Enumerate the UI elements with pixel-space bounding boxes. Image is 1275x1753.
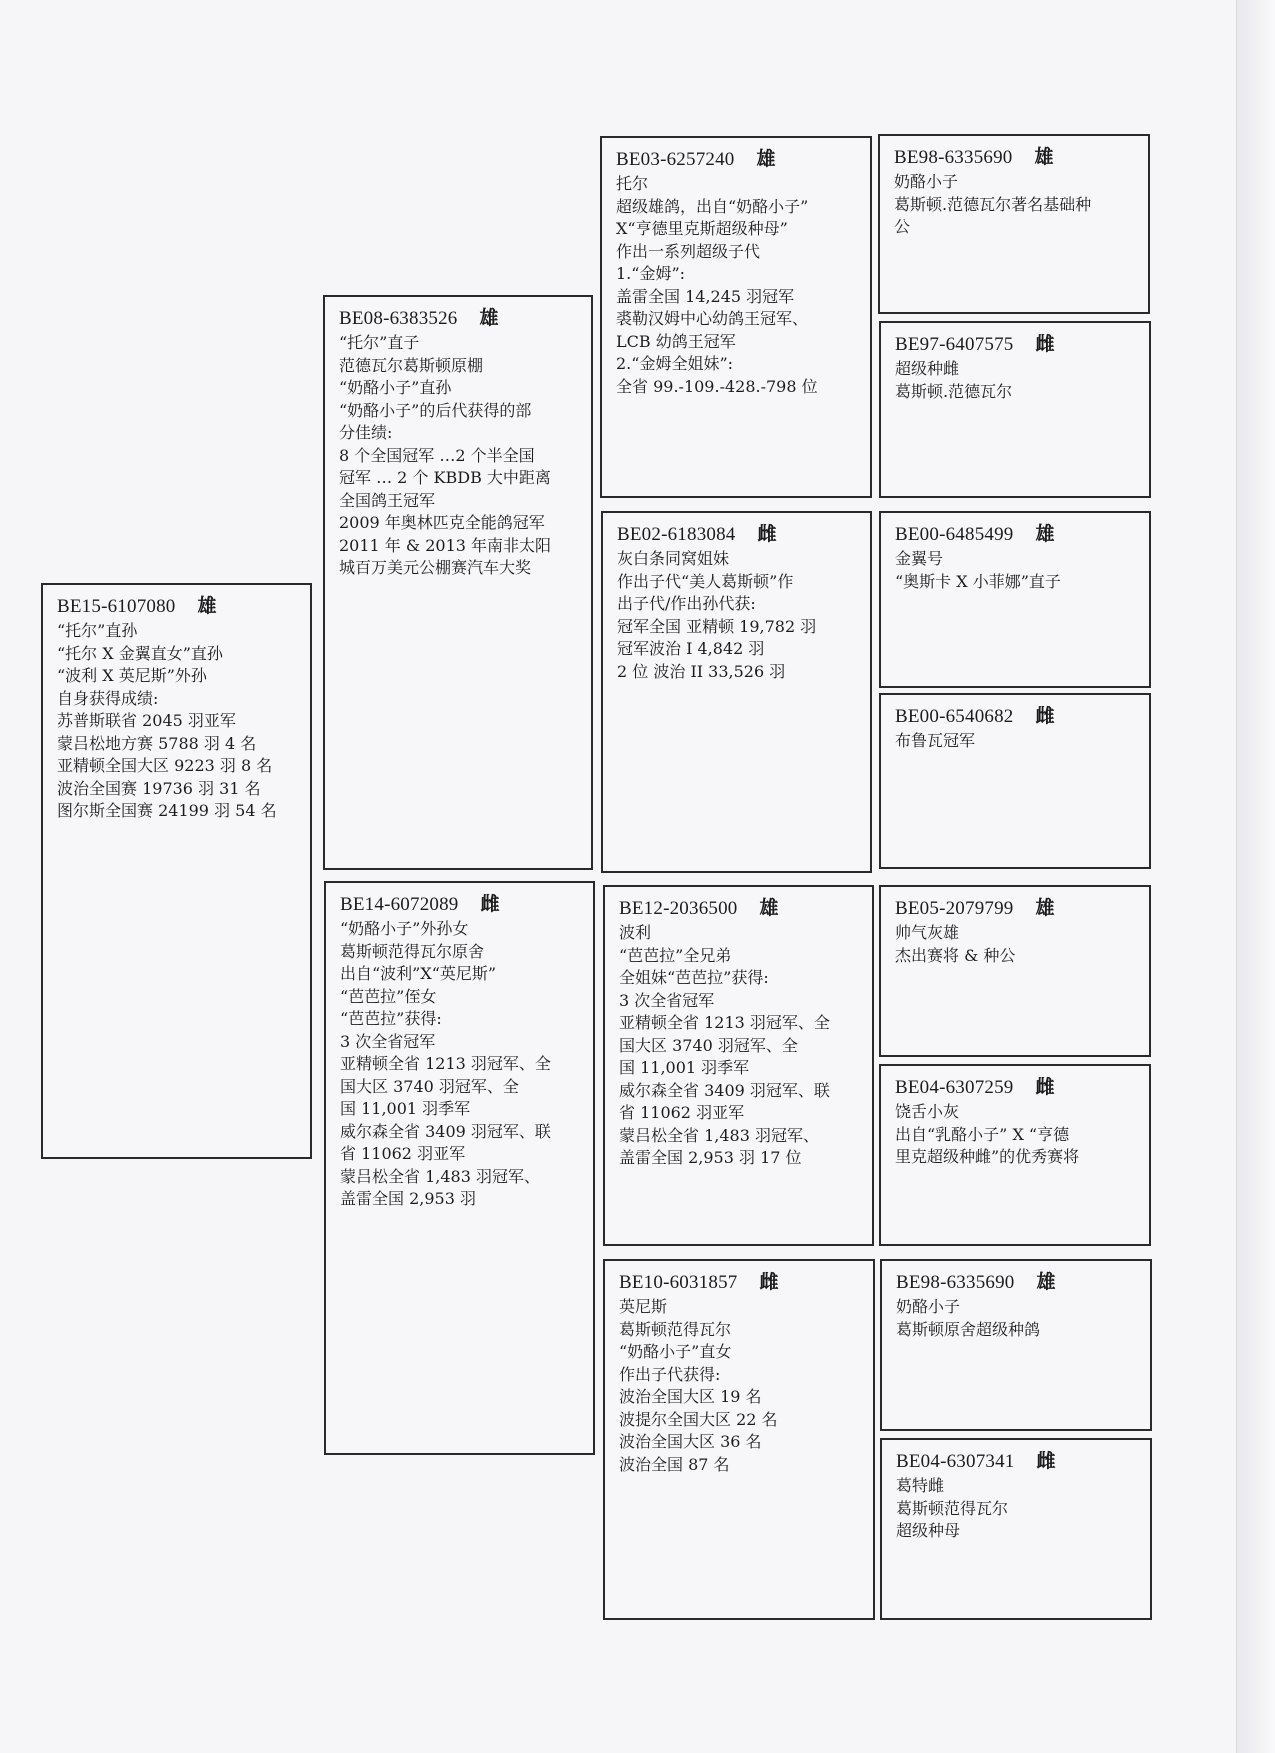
info-line: 公 [894, 217, 911, 236]
info-line: 国 11,001 羽季军 [340, 1099, 471, 1118]
card-header [895, 523, 1137, 547]
info-line: 波治全国大区 19 名 [619, 1387, 762, 1406]
info-line: 盖雷全国 2,953 羽 [340, 1189, 476, 1208]
info-line: 灰白条同窝姐妹 [617, 549, 730, 568]
info-line: 葛斯顿原舍超级种鸽 [896, 1319, 1041, 1339]
info-line: 3 次全省冠军 [619, 990, 715, 1010]
sex-label: 雄 [756, 149, 776, 170]
card-header [895, 897, 1137, 921]
pigeon-card-ggp-2 [879, 321, 1151, 498]
info-line: 全省 99.-109.-428.-798 位 [616, 376, 818, 396]
info-line: 波治全国 87 名 [619, 1454, 730, 1474]
info-line: 葛斯顿范得瓦尔原舍 [340, 941, 485, 961]
ring-number: BE03-6257240 [616, 149, 735, 170]
info-line: 金翼号 [895, 549, 944, 568]
ring-number: BE00-6485499 [895, 524, 1014, 545]
info-line: 冠军波治 I 4,842 羽 [617, 639, 765, 658]
ring-number: BE97-6407575 [895, 334, 1014, 355]
info-line: 作出子代“美人葛斯顿”作 [617, 571, 794, 591]
ring-number: BE98-6335690 [894, 147, 1013, 168]
info-line: 图尔斯全国赛 24199 羽 54 名 [57, 801, 277, 820]
pigeon-card-ggp-6 [879, 1064, 1151, 1246]
pigeon-card-dam-dam [603, 1259, 875, 1620]
ring-number: BE05-2079799 [895, 898, 1014, 919]
info-line: 国大区 3740 羽冠军、全 [340, 1076, 519, 1096]
info-line: LCB 幼鸽王冠军 [616, 331, 736, 351]
info-line: 冠军全国 亚精顿 19,782 羽 [617, 616, 817, 636]
info-line: “芭芭拉”全兄弟 [619, 945, 732, 965]
info-line: “奶酪小子”直孙 [339, 378, 452, 397]
info-line: “芭芭拉”获得: [340, 1009, 442, 1028]
card-header [896, 1271, 1138, 1295]
ring-number: BE15-6107080 [57, 596, 176, 617]
pigeon-card-subject [41, 583, 312, 1159]
info-line: 托尔 [616, 174, 649, 193]
info-line: 省 11062 羽亚军 [340, 1144, 466, 1163]
info-line: 出自“乳酪小子” X “亨德 [895, 1124, 1070, 1144]
info-line: 2 位 波治 II 33,526 羽 [617, 661, 786, 681]
info-line: 1.“金姆”: [616, 264, 686, 283]
info-line: 波治全国大区 36 名 [619, 1432, 762, 1451]
pigeon-card-ggp-3 [879, 511, 1151, 688]
sex-label: 雌 [759, 1272, 779, 1293]
sex-label: 雄 [1035, 524, 1055, 545]
info-line: 威尔森全省 3409 羽冠军、联 [619, 1080, 830, 1100]
sex-label: 雄 [759, 898, 779, 919]
info-line: 葛斯顿范得瓦尔 [896, 1498, 1009, 1518]
info-line: 波利 [619, 923, 652, 942]
info-line: X“亨德里克斯超级种母” [616, 219, 788, 238]
info-line: 葛斯顿.范德瓦尔著名基础种 [894, 194, 1092, 214]
info-line: 自身获得成绩: [57, 688, 159, 708]
ring-number: BE10-6031857 [619, 1272, 738, 1293]
info-line: 作出子代获得: [619, 1364, 721, 1384]
info-line: 亚精顿全省 1213 羽冠军、全 [619, 1013, 830, 1032]
sex-label: 雌 [1036, 1451, 1056, 1472]
info-line: 饶舌小灰 [895, 1102, 960, 1121]
info-line: “托尔 X 金翼直女”直孙 [57, 643, 223, 663]
info-line: “奶酪小子”外孙女 [340, 919, 469, 938]
info-line: 出子代/作出孙代获: [617, 594, 756, 613]
card-header [339, 307, 579, 331]
sex-label: 雌 [1035, 1077, 1055, 1098]
sex-label: 雌 [1035, 334, 1055, 355]
card-header [619, 1271, 861, 1295]
info-line: 全姐妹“芭芭拉”获得: [619, 968, 769, 987]
info-line: 2011 年 & 2013 年南非太阳 [339, 535, 552, 555]
pigeon-card-ggp-4 [879, 693, 1151, 869]
sex-label: 雄 [1036, 1272, 1056, 1293]
info-line: “奶酪小子”直女 [619, 1342, 732, 1361]
pigeon-card-ggp-7 [880, 1259, 1152, 1431]
card-header [617, 523, 858, 547]
info-line: 波提尔全国大区 22 名 [619, 1409, 778, 1429]
info-line: 杰出赛将 & 种公 [895, 945, 1016, 965]
sex-label: 雄 [1034, 147, 1054, 168]
sex-label: 雄 [197, 596, 217, 617]
info-line: 里克超级种雌”的优秀赛将 [895, 1147, 1080, 1166]
card-header [895, 1076, 1137, 1100]
info-line: 亚精顿全省 1213 羽冠军、全 [340, 1054, 551, 1073]
info-line: 波治全国赛 19736 羽 31 名 [57, 778, 261, 798]
ring-number: BE00-6540682 [895, 706, 1014, 727]
card-header [895, 333, 1137, 357]
pigeon-card-ggp-5 [879, 885, 1151, 1057]
card-header [894, 146, 1136, 170]
sex-label: 雌 [757, 524, 777, 545]
sex-label: 雄 [1035, 898, 1055, 919]
info-line: 威尔森全省 3409 羽冠军、联 [340, 1121, 551, 1141]
info-line: 3 次全省冠军 [340, 1031, 436, 1051]
sex-label: 雌 [480, 894, 500, 915]
info-line: “托尔”直孙 [57, 621, 138, 640]
info-line: 国大区 3740 羽冠军、全 [619, 1035, 798, 1055]
ring-number: BE02-6183084 [617, 524, 736, 545]
info-line: 蒙吕松地方赛 5788 羽 4 名 [57, 733, 257, 753]
info-line: 超级种雌 [895, 359, 960, 378]
info-line: 葛特雌 [896, 1476, 945, 1495]
sex-label: 雌 [1035, 706, 1055, 727]
sex-label: 雄 [479, 308, 499, 329]
pigeon-card-dam-sire [603, 885, 874, 1246]
info-line: 省 11062 羽亚军 [619, 1103, 745, 1122]
pigeon-card-sire [323, 295, 593, 870]
info-line: 蒙吕松全省 1,483 羽冠军、 [340, 1166, 540, 1186]
ring-number: BE04-6307341 [896, 1451, 1015, 1472]
info-line: 国 11,001 羽季军 [619, 1058, 750, 1077]
info-line: 全国鸽王冠军 [339, 490, 436, 510]
card-header [57, 595, 298, 619]
ring-number: BE04-6307259 [895, 1077, 1014, 1098]
info-line: “奥斯卡 X 小菲娜”直子 [895, 571, 1061, 591]
info-line: 葛斯顿范得瓦尔 [619, 1319, 732, 1339]
pigeon-card-dam [324, 881, 595, 1455]
info-line: 盖雷全国 2,953 羽 17 位 [619, 1148, 802, 1167]
info-line: 奶酪小子 [894, 172, 959, 191]
card-header [895, 705, 1137, 729]
pigeon-card-ggp-1 [878, 134, 1150, 314]
info-line: “奶酪小子”的后代获得的部 [339, 400, 532, 420]
card-header [616, 148, 858, 172]
info-line: 英尼斯 [619, 1297, 668, 1316]
info-line: 亚精顿全国大区 9223 羽 8 名 [57, 756, 273, 775]
info-line: 奶酪小子 [896, 1297, 961, 1316]
info-line: 超级雄鸽，出自“奶酪小子” [616, 196, 809, 216]
info-line: 城百万美元公棚赛汽车大奖 [339, 558, 532, 577]
info-line: “托尔”直子 [339, 333, 420, 352]
ring-number: BE98-6335690 [896, 1272, 1015, 1293]
ring-number: BE14-6072089 [340, 894, 459, 915]
info-line: 8 个全国冠军 …2 个半全国 [339, 445, 535, 465]
info-line: “芭芭拉”侄女 [340, 986, 437, 1006]
info-line: 2.“金姆全姐妹”: [616, 354, 734, 373]
info-line: 裘勒汉姆中心幼鸽王冠军、 [616, 309, 809, 328]
info-line: 布鲁瓦冠军 [895, 731, 976, 750]
info-line: 蒙吕松全省 1,483 羽冠军、 [619, 1125, 819, 1145]
ring-number: BE08-6383526 [339, 308, 458, 329]
ring-number: BE12-2036500 [619, 898, 738, 919]
info-line: 作出一系列超级子代 [616, 241, 761, 261]
pigeon-card-ggp-8 [880, 1438, 1152, 1620]
pigeon-card-sire-sire [600, 136, 872, 498]
page-edge [1236, 0, 1275, 1753]
card-header [619, 897, 860, 921]
pigeon-card-sire-dam [601, 511, 872, 873]
info-line: 帅气灰雄 [895, 923, 960, 942]
info-line: 超级种母 [896, 1521, 961, 1540]
info-line: 冠军 … 2 个 KBDB 大中距离 [339, 468, 551, 487]
info-line: 出自“波利”X“英尼斯” [340, 964, 497, 983]
info-line: 范德瓦尔葛斯顿原棚 [339, 355, 484, 375]
info-line: 苏普斯联省 2045 羽亚军 [57, 711, 236, 730]
card-header [340, 893, 581, 917]
info-line: 2009 年奥林匹克全能鸽冠军 [339, 513, 545, 532]
info-line: “波利 X 英尼斯”外孙 [57, 666, 207, 685]
info-line: 葛斯顿.范德瓦尔 [895, 381, 1013, 401]
info-line: 分佳绩: [339, 423, 393, 442]
card-header [896, 1450, 1138, 1474]
info-line: 盖雷全国 14,245 羽冠军 [616, 286, 795, 306]
